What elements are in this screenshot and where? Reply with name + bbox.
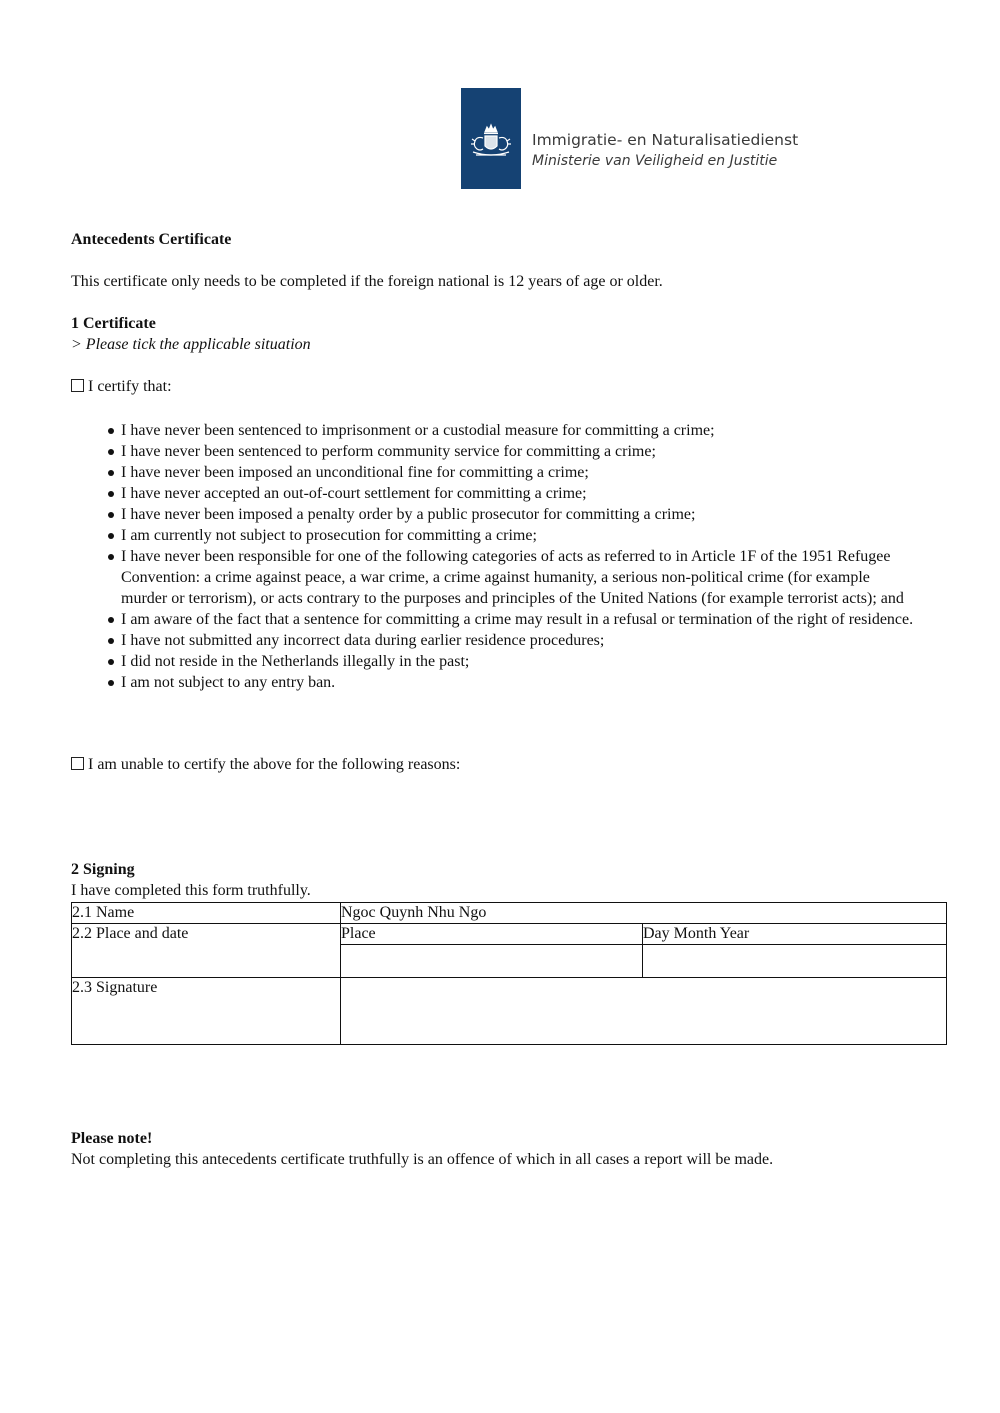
list-item: I am aware of the fact that a sentence for committing a crime may result in a refusal or termination of the right of residence.	[105, 609, 915, 630]
section-2-heading: 2 Signing	[71, 861, 135, 878]
unable-option-label: I am unable to certify the above for the following reasons:	[88, 756, 461, 773]
signing-table	[71, 902, 947, 1045]
list-item: I am currently not subject to prosecution for committing a crime;	[105, 525, 915, 546]
list-item: I have never been sentenced to imprisonment or a custodial measure for committing a crime;	[105, 420, 915, 441]
document-title: Antecedents Certificate	[71, 231, 232, 248]
signature-label: 2.3 Signature	[72, 978, 341, 1045]
signature-field[interactable]	[341, 978, 947, 1045]
note-heading: Please note!	[71, 1130, 153, 1147]
intro-text: This certificate only needs to be completed if the foreign national is 12 years of age or older.	[71, 273, 663, 290]
agency-logo	[461, 88, 521, 189]
table-row	[72, 924, 947, 945]
certify-checkbox[interactable]	[71, 379, 84, 392]
list-item: I have never been responsible for one of the following categories of acts as referred to in Article 1F of the 1951 Refugee Convention: a crime against peace, a war crime, a crime against humanity, a serious non-political crime (for example murder or terrorism), or acts contrary to the purposes and principles of the United Nations (for example terrorist acts); and	[105, 546, 915, 609]
section-1-heading: 1 Certificate	[71, 315, 156, 332]
list-item: I have never been imposed a penalty order by a public prosecutor for committing a crime;	[105, 504, 915, 525]
agency-name: Immigratie- en Naturalisatiedienst	[532, 131, 799, 149]
truthful-statement: I have completed this form truthfully.	[71, 882, 311, 899]
royal-coat-of-arms-icon	[461, 88, 521, 189]
date-field[interactable]	[643, 945, 947, 978]
place-label: Place	[341, 924, 643, 945]
list-item: I have never accepted an out-of-court settlement for committing a crime;	[105, 483, 915, 504]
section-1-instruction: > Please tick the applicable situation	[71, 336, 311, 353]
certification-list	[105, 420, 915, 693]
list-item: I am not subject to any entry ban.	[105, 672, 915, 693]
certify-option-label: I certify that:	[88, 378, 172, 395]
name-field[interactable]: Ngoc Quynh Nhu Ngo	[341, 903, 947, 924]
place-date-label: 2.2 Place and date	[72, 924, 341, 978]
note-text: Not completing this antecedents certificate truthfully is an offence of which in all cases a report will be made.	[71, 1151, 774, 1168]
unable-option	[71, 756, 460, 774]
list-item: I have never been imposed an unconditional fine for committing a crime;	[105, 462, 915, 483]
table-row	[72, 903, 947, 924]
ministry-name: Ministerie van Veiligheid en Justitie	[532, 153, 778, 169]
certify-option	[71, 378, 172, 396]
place-field[interactable]	[341, 945, 643, 978]
list-item: I have not submitted any incorrect data during earlier residence procedures;	[105, 630, 915, 651]
unable-checkbox[interactable]	[71, 757, 84, 770]
list-item: I have never been sentenced to perform community service for committing a crime;	[105, 441, 915, 462]
name-label: 2.1 Name	[72, 903, 341, 924]
table-row	[72, 978, 947, 1045]
list-item: I did not reside in the Netherlands illegally in the past;	[105, 651, 915, 672]
date-label: Day Month Year	[643, 924, 947, 945]
